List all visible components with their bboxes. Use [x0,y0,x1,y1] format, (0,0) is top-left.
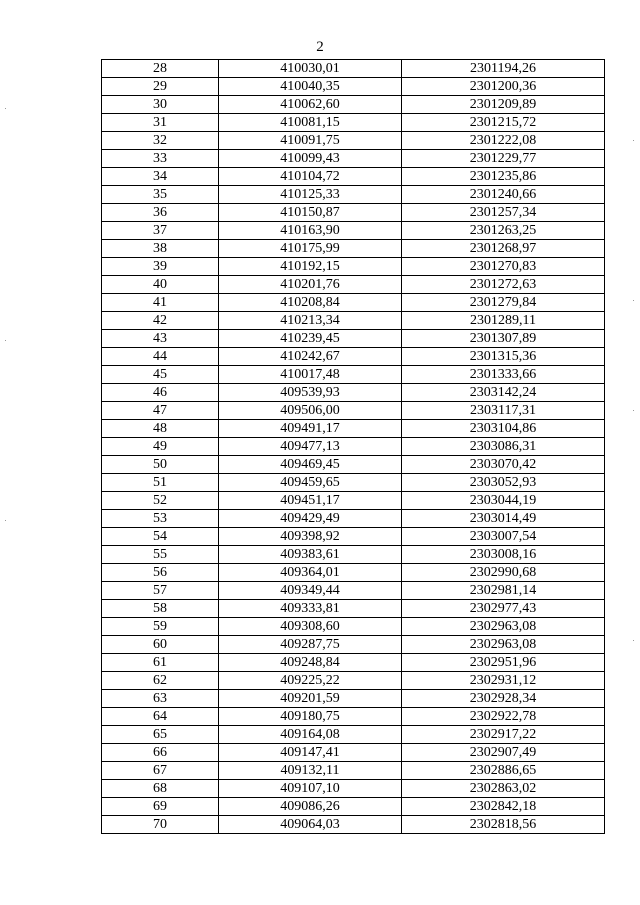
y-coordinate-cell: 2301263,25 [402,222,605,240]
point-number-cell: 45 [102,366,219,384]
y-coordinate-cell: 2302842,18 [402,798,605,816]
x-coordinate-cell: 410099,43 [219,150,402,168]
point-number-cell: 56 [102,564,219,582]
table-row [102,276,605,294]
point-number-cell: 44 [102,348,219,366]
y-coordinate-cell: 2301270,83 [402,258,605,276]
x-coordinate-cell: 409086,26 [219,798,402,816]
table-row [102,708,605,726]
table-row [102,330,605,348]
x-coordinate-cell: 409248,84 [219,654,402,672]
y-coordinate-cell: 2302990,68 [402,564,605,582]
x-coordinate-cell: 409429,49 [219,510,402,528]
table-row [102,762,605,780]
table-row [102,312,605,330]
point-number-cell: 32 [102,132,219,150]
y-coordinate-cell: 2301268,97 [402,240,605,258]
x-coordinate-cell: 409459,65 [219,474,402,492]
point-number-cell: 40 [102,276,219,294]
table-row [102,600,605,618]
table-row [102,258,605,276]
point-number-cell: 37 [102,222,219,240]
y-coordinate-cell: 2301215,72 [402,114,605,132]
y-coordinate-cell: 2301279,84 [402,294,605,312]
table-row [102,492,605,510]
y-coordinate-cell: 2301315,36 [402,348,605,366]
point-number-cell: 61 [102,654,219,672]
table-row [102,168,605,186]
y-coordinate-cell: 2302917,22 [402,726,605,744]
point-number-cell: 64 [102,708,219,726]
table-row [102,456,605,474]
table-row [102,150,605,168]
x-coordinate-cell: 410208,84 [219,294,402,312]
table-row [102,420,605,438]
y-coordinate-cell: 2302963,08 [402,618,605,636]
x-coordinate-cell: 410201,76 [219,276,402,294]
point-number-cell: 51 [102,474,219,492]
coordinates-table [101,59,605,834]
point-number-cell: 29 [102,78,219,96]
point-number-cell: 65 [102,726,219,744]
scan-speck [5,108,6,109]
point-number-cell: 70 [102,816,219,834]
point-number-cell: 48 [102,420,219,438]
point-number-cell: 50 [102,456,219,474]
point-number-cell: 43 [102,330,219,348]
x-coordinate-cell: 409491,17 [219,420,402,438]
table-row [102,474,605,492]
y-coordinate-cell: 2303104,86 [402,420,605,438]
point-number-cell: 30 [102,96,219,114]
y-coordinate-cell: 2302907,49 [402,744,605,762]
table-row [102,510,605,528]
scan-speck [5,340,6,341]
table-row [102,816,605,834]
x-coordinate-cell: 410062,60 [219,96,402,114]
table-row [102,294,605,312]
table-row [102,564,605,582]
x-coordinate-cell: 410030,01 [219,60,402,78]
table-row [102,186,605,204]
page-number: 2 [316,39,324,55]
x-coordinate-cell: 409164,08 [219,726,402,744]
x-coordinate-cell: 409308,60 [219,618,402,636]
y-coordinate-cell: 2303008,16 [402,546,605,564]
y-coordinate-cell: 2301307,89 [402,330,605,348]
table-row [102,348,605,366]
scan-speck [633,140,634,141]
table-row [102,402,605,420]
x-coordinate-cell: 409201,59 [219,690,402,708]
y-coordinate-cell: 2301235,86 [402,168,605,186]
coordinates-table-body [102,60,605,834]
table-row [102,618,605,636]
x-coordinate-cell: 409398,92 [219,528,402,546]
point-number-cell: 58 [102,600,219,618]
scan-speck [633,410,634,411]
y-coordinate-cell: 2301240,66 [402,186,605,204]
x-coordinate-cell: 410040,35 [219,78,402,96]
y-coordinate-cell: 2303070,42 [402,456,605,474]
x-coordinate-cell: 410150,87 [219,204,402,222]
point-number-cell: 55 [102,546,219,564]
table-row [102,654,605,672]
table-row [102,366,605,384]
y-coordinate-cell: 2302928,34 [402,690,605,708]
x-coordinate-cell: 409333,81 [219,600,402,618]
table-row [102,384,605,402]
x-coordinate-cell: 409539,93 [219,384,402,402]
coordinates-table-container [101,59,604,834]
point-number-cell: 53 [102,510,219,528]
y-coordinate-cell: 2301272,63 [402,276,605,294]
x-coordinate-cell: 410213,34 [219,312,402,330]
y-coordinate-cell: 2301194,26 [402,60,605,78]
x-coordinate-cell: 409477,13 [219,438,402,456]
scan-speck [633,300,634,301]
y-coordinate-cell: 2301289,11 [402,312,605,330]
x-coordinate-cell: 409107,10 [219,780,402,798]
table-row [102,204,605,222]
y-coordinate-cell: 2303052,93 [402,474,605,492]
point-number-cell: 47 [102,402,219,420]
point-number-cell: 52 [102,492,219,510]
point-number-cell: 59 [102,618,219,636]
y-coordinate-cell: 2301333,66 [402,366,605,384]
x-coordinate-cell: 410081,15 [219,114,402,132]
x-coordinate-cell: 410242,67 [219,348,402,366]
y-coordinate-cell: 2303044,19 [402,492,605,510]
point-number-cell: 36 [102,204,219,222]
table-row [102,96,605,114]
point-number-cell: 34 [102,168,219,186]
x-coordinate-cell: 410125,33 [219,186,402,204]
x-coordinate-cell: 409349,44 [219,582,402,600]
table-row [102,780,605,798]
y-coordinate-cell: 2302818,56 [402,816,605,834]
table-row [102,726,605,744]
y-coordinate-cell: 2302977,43 [402,600,605,618]
table-row [102,60,605,78]
point-number-cell: 39 [102,258,219,276]
table-row [102,222,605,240]
y-coordinate-cell: 2301229,77 [402,150,605,168]
table-row [102,744,605,762]
scan-speck [5,520,6,521]
y-coordinate-cell: 2303007,54 [402,528,605,546]
y-coordinate-cell: 2302922,78 [402,708,605,726]
y-coordinate-cell: 2301222,08 [402,132,605,150]
point-number-cell: 38 [102,240,219,258]
point-number-cell: 28 [102,60,219,78]
scan-speck [633,640,634,641]
x-coordinate-cell: 409147,41 [219,744,402,762]
x-coordinate-cell: 409364,01 [219,564,402,582]
table-row [102,78,605,96]
point-number-cell: 31 [102,114,219,132]
x-coordinate-cell: 410175,99 [219,240,402,258]
y-coordinate-cell: 2301257,34 [402,204,605,222]
x-coordinate-cell: 410163,90 [219,222,402,240]
x-coordinate-cell: 409383,61 [219,546,402,564]
point-number-cell: 66 [102,744,219,762]
y-coordinate-cell: 2302951,96 [402,654,605,672]
y-coordinate-cell: 2303117,31 [402,402,605,420]
point-number-cell: 60 [102,636,219,654]
y-coordinate-cell: 2301209,89 [402,96,605,114]
table-row [102,672,605,690]
x-coordinate-cell: 409287,75 [219,636,402,654]
table-row [102,798,605,816]
x-coordinate-cell: 410091,75 [219,132,402,150]
point-number-cell: 68 [102,780,219,798]
x-coordinate-cell: 409132,11 [219,762,402,780]
y-coordinate-cell: 2301200,36 [402,78,605,96]
point-number-cell: 67 [102,762,219,780]
x-coordinate-cell: 410192,15 [219,258,402,276]
y-coordinate-cell: 2302963,08 [402,636,605,654]
point-number-cell: 49 [102,438,219,456]
y-coordinate-cell: 2303086,31 [402,438,605,456]
y-coordinate-cell: 2302886,65 [402,762,605,780]
point-number-cell: 41 [102,294,219,312]
y-coordinate-cell: 2302981,14 [402,582,605,600]
table-row [102,690,605,708]
x-coordinate-cell: 409506,00 [219,402,402,420]
y-coordinate-cell: 2303014,49 [402,510,605,528]
point-number-cell: 35 [102,186,219,204]
x-coordinate-cell: 409180,75 [219,708,402,726]
y-coordinate-cell: 2302863,02 [402,780,605,798]
point-number-cell: 63 [102,690,219,708]
x-coordinate-cell: 409451,17 [219,492,402,510]
y-coordinate-cell: 2302931,12 [402,672,605,690]
table-row [102,546,605,564]
table-row [102,636,605,654]
table-row [102,114,605,132]
table-row [102,528,605,546]
point-number-cell: 42 [102,312,219,330]
point-number-cell: 62 [102,672,219,690]
x-coordinate-cell: 409469,45 [219,456,402,474]
table-row [102,582,605,600]
x-coordinate-cell: 410017,48 [219,366,402,384]
x-coordinate-cell: 410104,72 [219,168,402,186]
table-row [102,438,605,456]
x-coordinate-cell: 410239,45 [219,330,402,348]
point-number-cell: 69 [102,798,219,816]
point-number-cell: 54 [102,528,219,546]
x-coordinate-cell: 409225,22 [219,672,402,690]
x-coordinate-cell: 409064,03 [219,816,402,834]
y-coordinate-cell: 2303142,24 [402,384,605,402]
point-number-cell: 57 [102,582,219,600]
point-number-cell: 46 [102,384,219,402]
table-row [102,240,605,258]
point-number-cell: 33 [102,150,219,168]
table-row [102,132,605,150]
